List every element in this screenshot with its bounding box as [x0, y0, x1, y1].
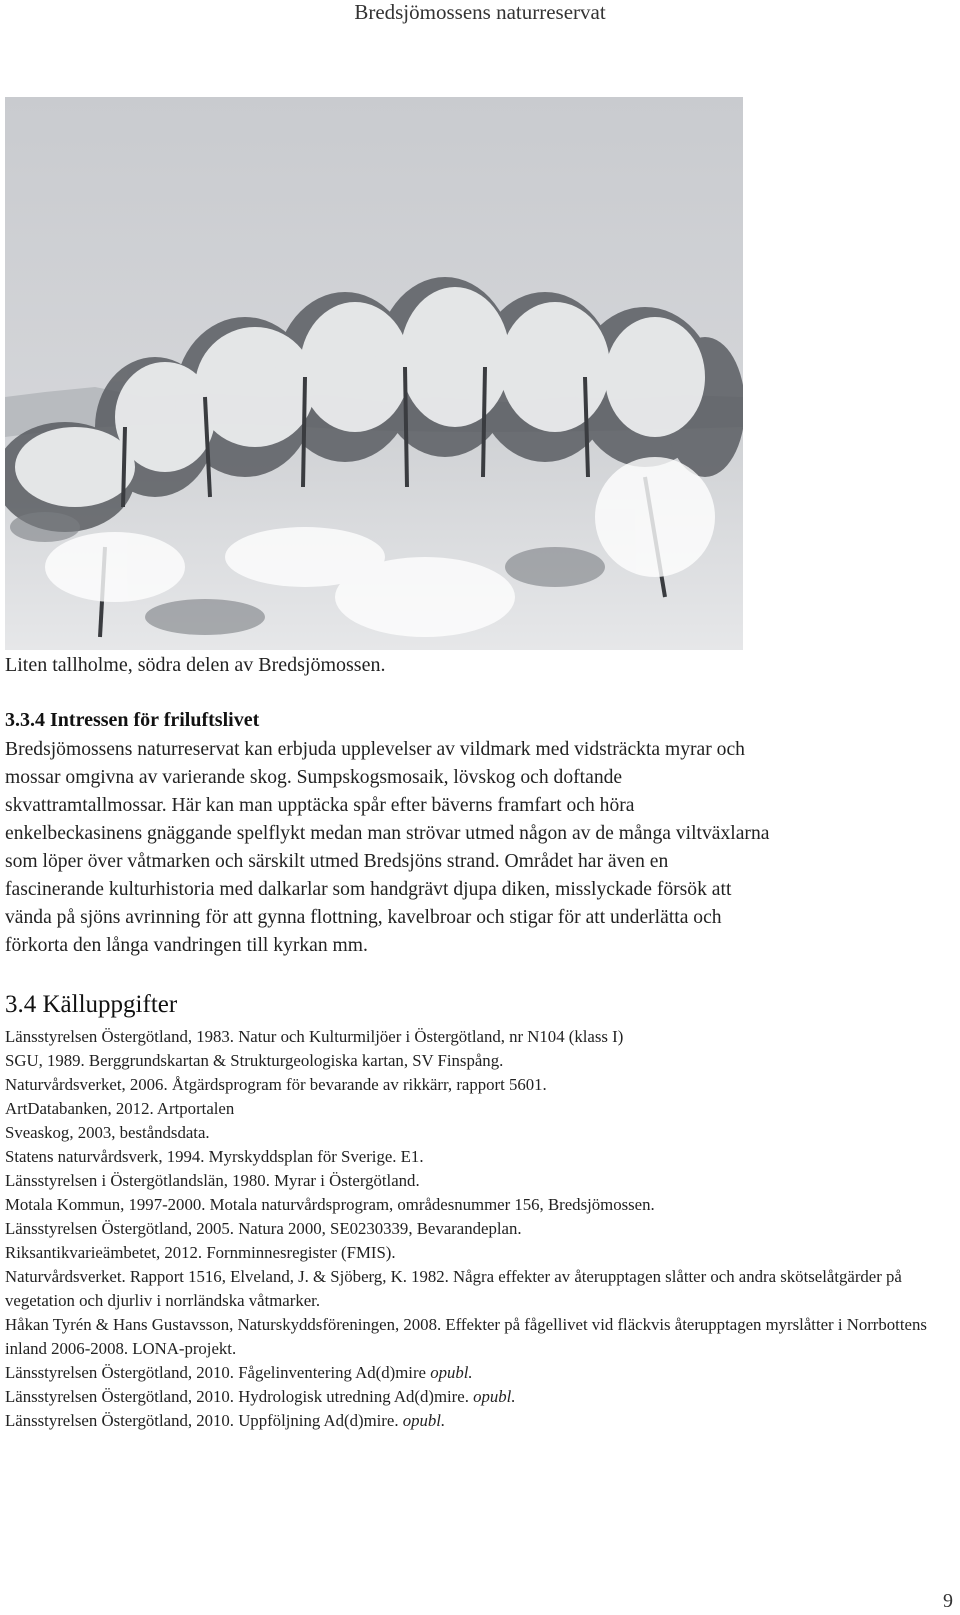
- reference-item: ArtDatabanken, 2012. Artportalen: [5, 1099, 235, 1118]
- reference-item: Länsstyrelsen Östergötland, 2010. Uppföljning Ad(d)mire. opubl.: [5, 1411, 446, 1430]
- photo-caption: Liten tallholme, södra delen av Bredsjömossen.: [5, 654, 386, 676]
- reference-item: Länsstyrelsen Östergötland, 2005. Natura 2000, SE0230339, Bevarandeplan.: [5, 1219, 522, 1238]
- paragraph-line: fascinerande kulturhistoria med dalkarlar som handgrävt djupa diken, misslyckade försök att: [5, 879, 732, 900]
- reference-item: Naturvårdsverket. Rapport 1516, Elveland, J. & Sjöberg, K. 1982. Några effekter av återupptagen slåtter och andra skötselåtgärder på vegetation och djurliv i norrländska våtmarker.: [5, 1267, 902, 1310]
- running-header: Bredsjömossens naturreservat: [354, 0, 606, 24]
- paragraph-line: förkorta den långa vandringen till kyrkan mm.: [5, 935, 368, 956]
- snowy-pine-bog-photo: [5, 97, 743, 650]
- paragraph-line: mossar omgivna av varierande skog. Sumpskogsmosaik, lövskog och doftande: [5, 767, 623, 788]
- reference-item: Länsstyrelsen Östergötland, 2010. Fågelinventering Ad(d)mire opubl.: [5, 1363, 473, 1382]
- reference-item: Statens naturvårdsverk, 1994. Myrskyddsplan för Sverige. E1.: [5, 1147, 424, 1166]
- reference-item: Sveaskog, 2003, beståndsdata.: [5, 1123, 210, 1142]
- paragraph-line: enkelbeckasinens gnäggande spelflykt medan man strövar utmed någon av de många viltväxlarna: [5, 823, 770, 844]
- reference-item: SGU, 1989. Berggrundskartan & Strukturgeologiska kartan, SV Finspång.: [5, 1051, 504, 1070]
- reference-item: Håkan Tyrén & Hans Gustavsson, Naturskyddsföreningen, 2008. Effekter på fågellivet vid fläckvis återupptagen myrslåtter i Norrbottens inland 2006-2008. LONA-projekt.: [5, 1315, 927, 1358]
- reference-item: Motala Kommun, 1997-2000. Motala naturvårdsprogram, områdesnummer 156, Bredsjömossen.: [5, 1195, 655, 1214]
- paragraph-line: som löper över våtmarken och särskilt utmed Bredsjöns strand. Området har även en: [5, 851, 669, 872]
- section-heading-3-4: 3.4 Källuppgifter: [5, 991, 178, 1018]
- reference-item: Länsstyrelsen i Östergötlandslän, 1980. Myrar i Östergötland.: [5, 1171, 420, 1190]
- reference-item: Naturvårdsverket, 2006. Åtgärdsprogram för bevarande av rikkärr, rapport 5601.: [5, 1075, 547, 1094]
- reference-item: Länsstyrelsen Östergötland, 1983. Natur och Kulturmiljöer i Östergötland, nr N104 (klass I): [5, 1027, 624, 1046]
- paragraph-line: skvattramtallmossar. Här kan man upptäcka spår efter bäverns framfart och höra: [5, 795, 635, 816]
- page-number: 9: [943, 1590, 953, 1612]
- paragraph-line: Bredsjömossens naturreservat kan erbjuda upplevelser av vildmark med vidsträckta myrar och: [5, 739, 745, 760]
- section-paragraph: [5, 736, 945, 960]
- paragraph-line: vända på sjöns avrinning för att gynna flottning, kavelbroar och stigar för att underlätta och: [5, 907, 722, 928]
- reference-list: [5, 1025, 950, 1433]
- reference-item: Länsstyrelsen Östergötland, 2010. Hydrologisk utredning Ad(d)mire. opubl.: [5, 1387, 516, 1406]
- reference-item: Riksantikvarieämbetet, 2012. Fornminnesregister (FMIS).: [5, 1243, 396, 1262]
- section-heading-3-3-4: 3.3.4 Intressen för friluftslivet: [5, 709, 260, 731]
